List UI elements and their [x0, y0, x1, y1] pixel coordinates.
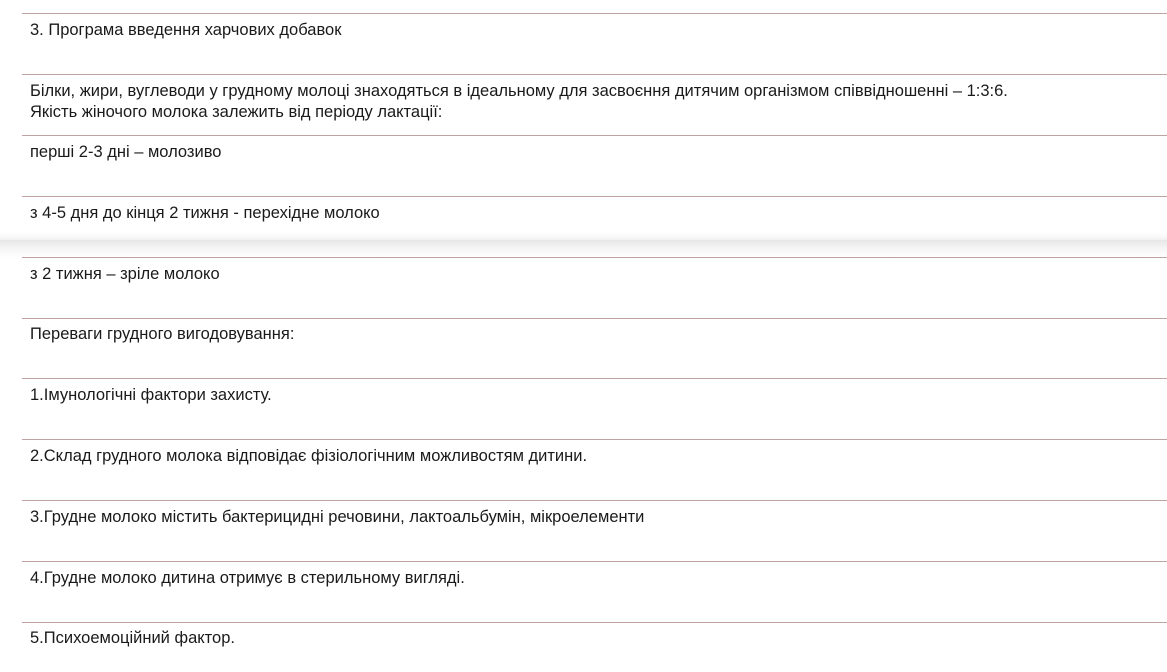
- row-divider: [22, 500, 1167, 501]
- row-text-physiological-fit: 2.Склад грудного молока відповідає фізіологічним можливостям дитини.: [30, 447, 588, 465]
- row-text-psychoemotional: 5.Психоемоційний фактор.: [30, 629, 235, 647]
- row-divider: [22, 135, 1167, 136]
- row-text-feeding-program: 3. Програма введення харчових добавок: [30, 21, 342, 39]
- row-divider: [22, 13, 1167, 14]
- row-text-milk-composition: Білки, жири, вуглеводи у грудному молоці знаходяться в ідеальному для засвоєння дитячим організмом співвідношенні – 1:3:6.: [30, 82, 1008, 100]
- row-divider: [22, 561, 1167, 562]
- row-text-colostrum: перші 2-3 дні – молозиво: [30, 143, 222, 161]
- row-text-breastfeeding-advantages: Переваги грудного вигодовування:: [30, 325, 295, 343]
- row-text-mature-milk: з 2 тижня – зріле молоко: [30, 265, 220, 283]
- row-divider: [22, 196, 1167, 197]
- row-divider: [22, 439, 1167, 440]
- row-text-transitional-milk: з 4-5 дня до кінця 2 тижня - перехідне молоко: [30, 204, 380, 222]
- row-divider: [22, 257, 1167, 258]
- row-divider: [22, 318, 1167, 319]
- row-divider: [22, 378, 1167, 379]
- row-text-milk-quality: Якість жіночого молока залежить від періоду лактації:: [30, 103, 443, 121]
- row-divider: [22, 74, 1167, 75]
- row-text-immune-factors: 1.Імунологічні фактори захисту.: [30, 386, 272, 404]
- row-divider: [22, 622, 1167, 623]
- row-text-bactericidal: 3.Грудне молоко містить бактерицидні речовини, лактоальбумін, мікроелементи: [30, 508, 645, 526]
- page-break: [0, 240, 1167, 258]
- row-text-sterile: 4.Грудне молоко дитина отримує в стерильному вигляді.: [30, 569, 465, 587]
